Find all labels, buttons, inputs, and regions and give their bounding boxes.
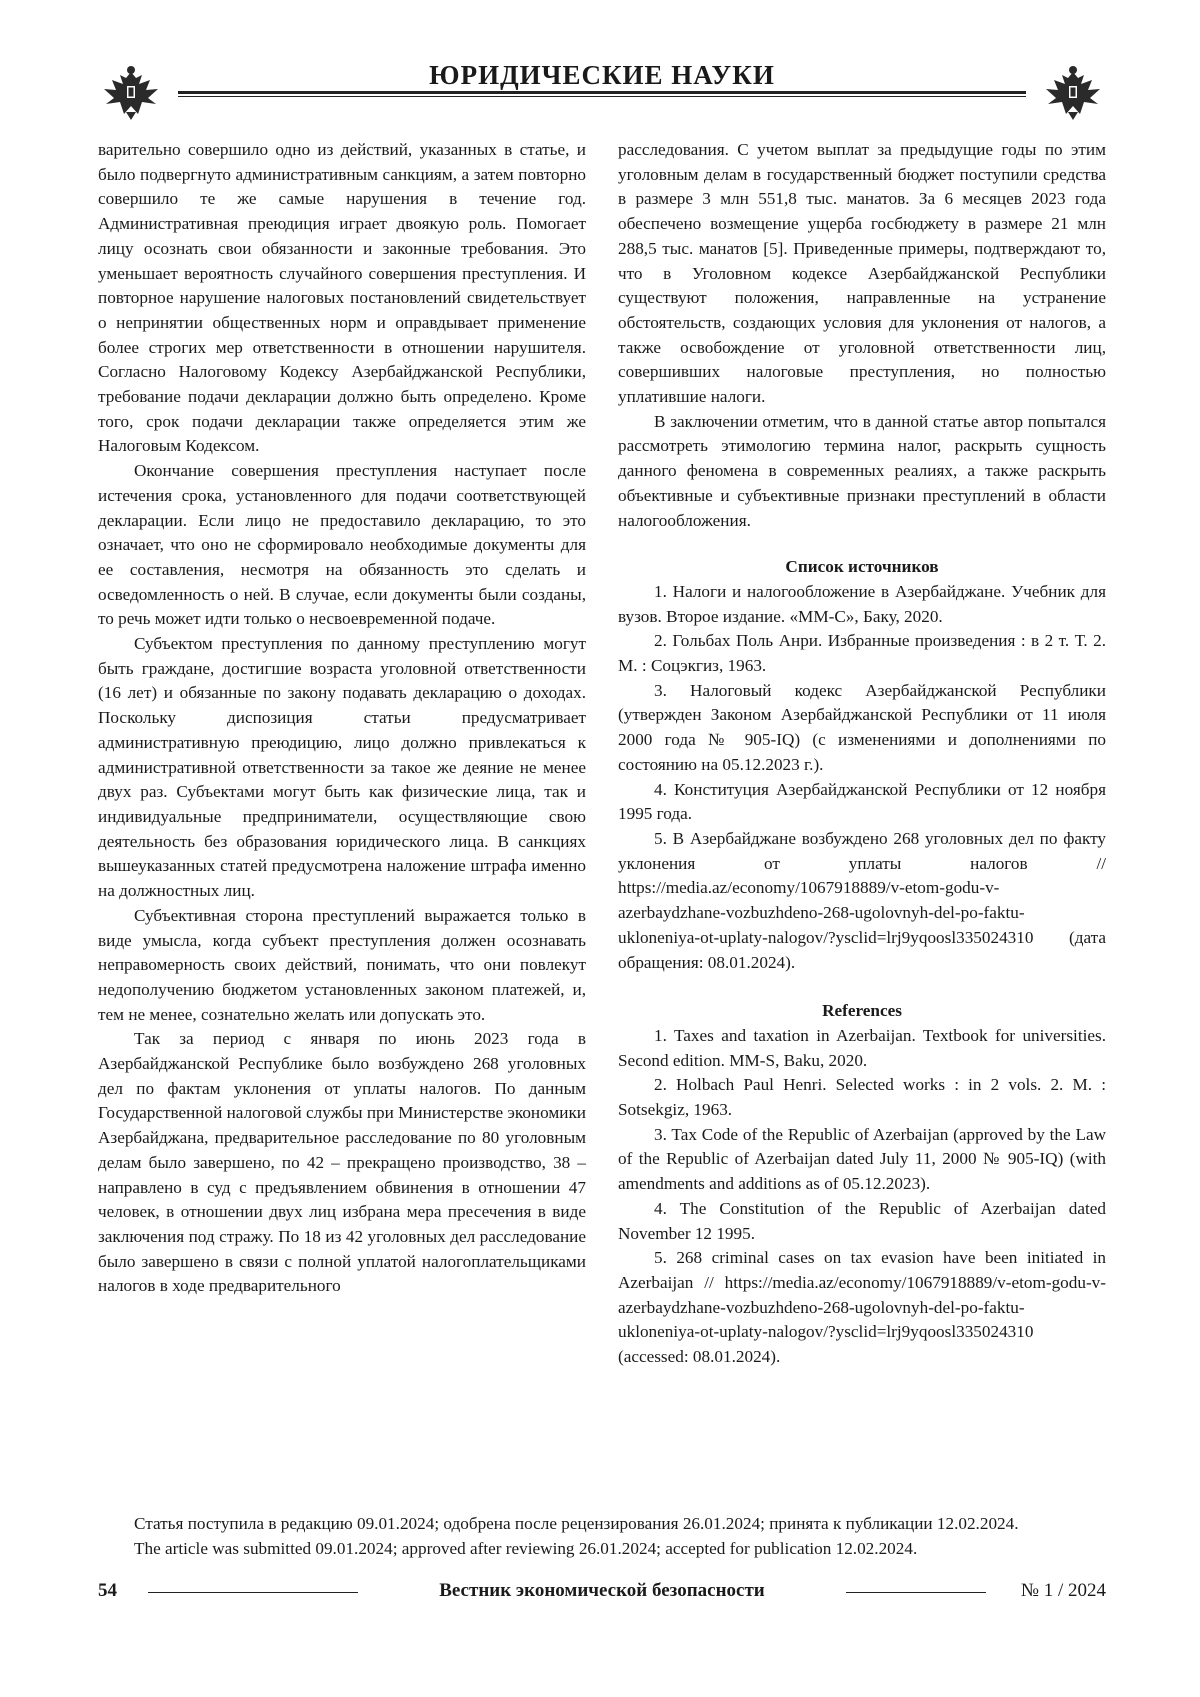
- paragraph: Субъектом преступления по данному преступлению могут быть граждане, достигшие возраста уголовной ответственности (16 лет) и обязанные по закону подавать декларацию о доходах. Поскольку диспозиция статьи предусматривает административную преюдицию, лицо должно привлекаться к административной ответственности за такое же деяние не менее двух раз. Субъектами могут быть как физические лица, так и индивидуальные предприниматели, осуществляющие свою деятельность без образования юридического лица. В санкциях вышеуказанных статей предусмотрена наложение штрафа именно на должностных лиц.: [98, 634, 586, 901]
- source-item: 1. Налоги и налогообложение в Азербайджане. Учебник для вузов. Второе издание. «ММ-С», Баку, 2020.: [618, 581, 1106, 626]
- paragraph: Так за период с января по июнь 2023 года в Азербайджанской Республике было возбуждено 268 уголовных дел по фактам уклонения от уплаты налогов. По данным Государственной налоговой службы при Министерстве экономики Азербайджана, предварительное расследование по 80 уголовным делам было завершено, по 42 – прекращено производство, 38 – направлено в суд с предъявлением обвинения в отношении 47 человек, в отношении двух лиц избрана мера пресечения в виде заключения под стражу. По 18 из 42 уголовных дел расследование было завершено в связи с полной уплатой налогоплательщиками налогов в ходе предварительного: [98, 1029, 586, 1296]
- paragraph: расследования. С учетом выплат за предыдущие годы по этим уголовным делам в государственный бюджет поступили средства в размере 3 млн 551,8 тыс. манатов. За 6 месяцев 2023 года обеспечено возмещение ущерба госбюджету в размере 21 млн 288,5 тыс. манатов [5]. Приведенные примеры, подтверждают то, что в Уголовном кодексе Азербайджанской Республики существуют положения, направленные на устранение обстоятельств, создающих условия для уклонения от налогов, а также освобождение от уголовной ответственности лиц, совершивших налоговые преступления, но полностью уплатившие налоги.: [618, 140, 1106, 407]
- sources-heading: Список источников: [785, 557, 939, 577]
- submission-note-en: The article was submitted 09.01.2024; approved after reviewing 26.01.2024; accepted for publication 12.02.2024.: [134, 1538, 918, 1558]
- left-column: [98, 138, 586, 1299]
- source-item: 5. В Азербайджане возбуждено 268 уголовных дел по факту уклонения от уплаты налогов // https://media.az/economy/1067918889/v-etom-godu-v-azerbaydzhane-vozbuzhdeno-268-ugolovnyh-del-po-faktu-ukloneniya-ot-uplaty-nalogov/?ysclid=lrj9yqoosl335024310 (дата обращения: 08.01.2024).: [618, 828, 1106, 972]
- references-heading: References: [822, 1001, 902, 1021]
- paragraph: В заключении отметим, что в данной статье автор попытался рассмотреть этимологию термина налог, раскрыть сущность данного феномена в современных реалиях, а также раскрыть объективные и субъективные признаки преступлений в области налогообложения.: [618, 411, 1106, 530]
- reference-item: 4. The Constitution of the Republic of Azerbaijan dated November 12 1995.: [618, 1198, 1106, 1243]
- source-item: 2. Гольбах Поль Анри. Избранные произведения : в 2 т. Т. 2. М. : Соцэкгиз, 1963.: [618, 631, 1106, 676]
- journal-title: Вестник экономической безопасности: [439, 1580, 765, 1601]
- page-number: 54: [98, 1580, 117, 1601]
- footer-rule: [846, 1592, 986, 1593]
- paragraph: Окончание совершения преступления наступает после истечения срока, установленного для подачи соответствующей декларации. Если лицо не предоставило декларацию, то это означает, что оно не сформировало необходимые документы для ее составления, несмотря на обязанность это сделать и осведомленность о ней. В случае, если документы были созданы, то речь может идти только о несвоевременной подаче.: [98, 461, 586, 629]
- reference-item: 1. Taxes and taxation in Azerbaijan. Textbook for universities. Second edition. MM-S, Baku, 2020.: [618, 1025, 1106, 1070]
- running-header: [98, 58, 1106, 128]
- issue-number: № 1 / 2024: [1020, 1580, 1106, 1601]
- emblem-icon: [1040, 62, 1106, 124]
- section-title: ЮРИДИЧЕСКИЕ НАУКИ: [429, 60, 775, 90]
- reference-item: 2. Holbach Paul Henri. Selected works : in 2 vols. 2. M. : Sotsekgiz, 1963.: [618, 1075, 1106, 1120]
- paragraph: Субъективная сторона преступлений выражается только в виде умысла, когда субъект преступления должен осознавать неправомерность своих действий, понимать, что они повлекут недополучению бюджетом установленных законом платежей, и, тем не менее, сознательно желать или допускать это.: [98, 905, 586, 1024]
- submission-notes: [98, 1512, 1106, 1561]
- source-item: 4. Конституция Азербайджанской Республики от 12 ноября 1995 года.: [618, 779, 1106, 824]
- right-column: [618, 138, 1106, 1370]
- paragraph: варительно совершило одно из действий, указанных в статье, и было подвергнуто административным санкциям, а затем повторно совершило те же самые нарушения в течение год. Административная преюдиция играет двоякую роль. Помогает лицу осознать свои обязанности и законные требования. Это уменьшает вероятность случайного совершения преступления. И повторное нарушение налоговых постановлений свидетельствует о непринятии общественных норм и оправдывает применение более строгих мер ответственности в отношении нарушителя. Согласно Налоговому Кодексу Азербайджанской Республики, требование подачи декларации должно быть определено. Кроме того, срок подачи декларации также определяется этим же Налоговым Кодексом.: [98, 140, 586, 456]
- running-footer: [98, 1580, 1106, 1606]
- submission-note-ru: Статья поступила в редакцию 09.01.2024; одобрена после рецензирования 26.01.2024; принята к публикации 12.02.2024.: [134, 1514, 1019, 1533]
- source-item: 3. Налоговый кодекс Азербайджанской Республики (утвержден Законом Азербайджанской Республики от 11 июля 2000 года № 905-IQ) (с изменениями и дополнениями по состоянию на 05.12.2023 г.).: [618, 680, 1106, 774]
- reference-item: 3. Tax Code of the Republic of Azerbaijan (approved by the Law of the Republic of Azerbaijan dated July 11, 2000 № 905-IQ) (with amendments and additions as of 05.12.2023).: [618, 1124, 1106, 1194]
- reference-item: 5. 268 criminal cases on tax evasion have been initiated in Azerbaijan // https://media.az/economy/1067918889/v-etom-godu-v-azerbaydzhane-vozbuzhdeno-268-ugolovnyh-del-po-faktu-ukloneniya-ot-uplaty-nalogov/?ysclid=lrj9yqoosl335024310 (accessed: 08.01.2024).: [618, 1248, 1106, 1367]
- header-rule: [178, 91, 1026, 97]
